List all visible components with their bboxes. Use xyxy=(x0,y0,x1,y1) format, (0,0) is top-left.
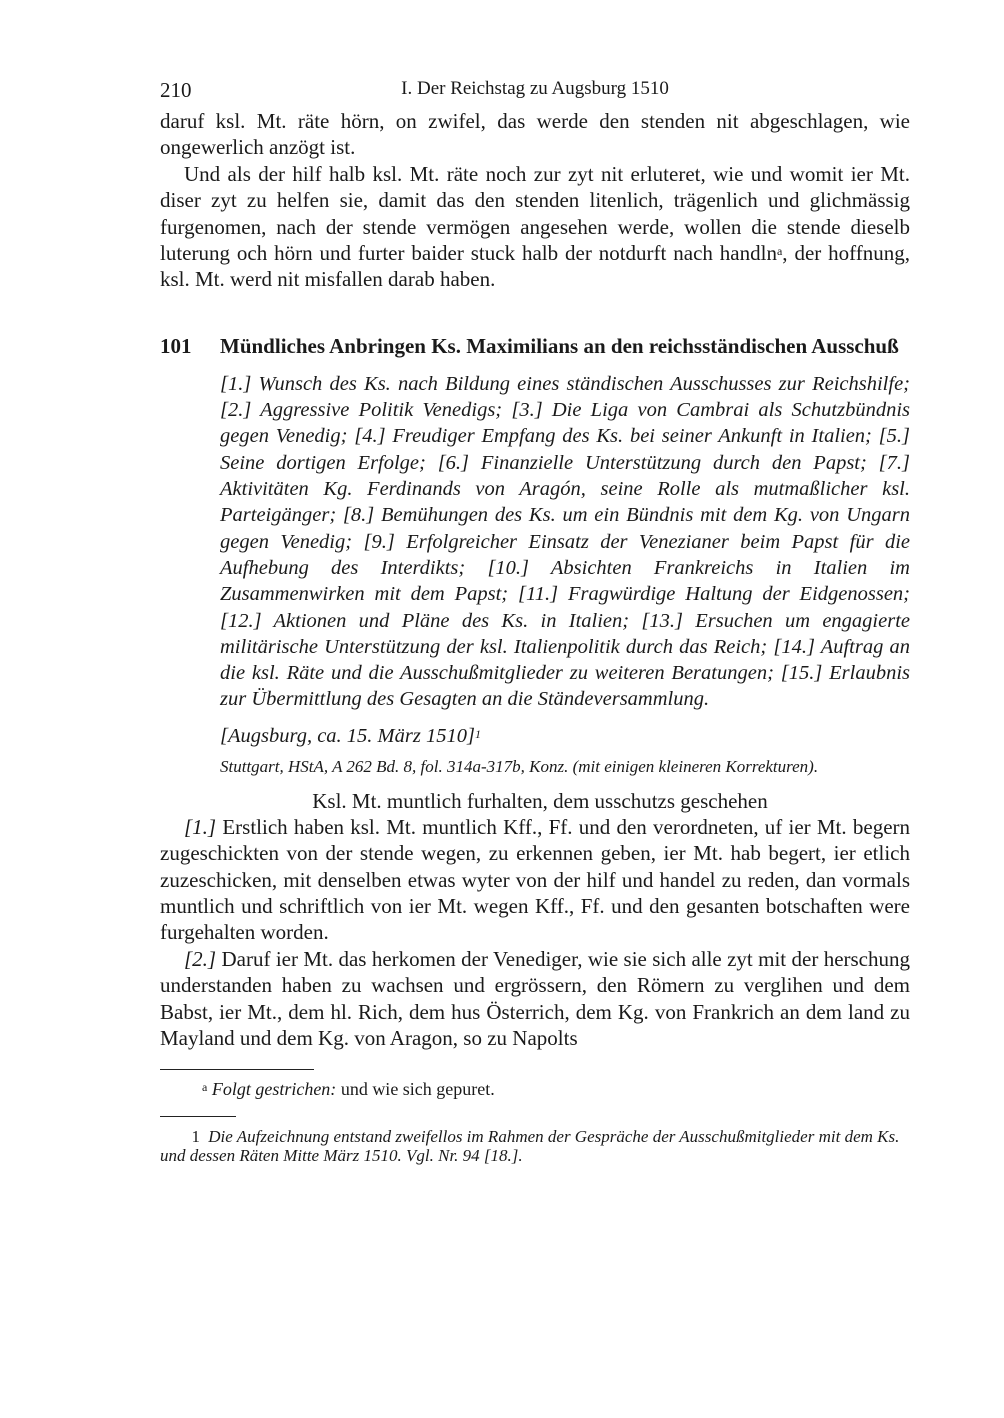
document-source: Stuttgart, HStA, A 262 Bd. 8, fol. 314a-317b, Konz. (mit einigen kleineren Korrekturen). xyxy=(220,756,819,776)
body-paragraph xyxy=(160,946,910,1052)
footnote-text: und wie sich gepuret. xyxy=(336,1079,495,1100)
document-summary: [1.] Wunsch des Ks. nach Bildung eines ständischen Ausschusses zur Reichshilfe; [2.] Aggressive Politik Venedigs; [3.] Die Liga von Cambrai als Schutzbündnis gegen Venedig; [4.] Freudiger Empfang des Ks. bei seiner Ankunft in Italien; [5.] Seine dortigen Erfolge; [6.] Finanzielle Unterstützung durch den Papst; [7.] Aktivitäten Kg. Ferdinands von Aragón, seine Rolle als mutmaßlicher ksl. Parteigänger; [8.] Bemühungen des Ks. um ein Bündnis mit dem Kg. von Ungarn gegen Venedig; [9.] Erfolgreicher Einsatz der Venezianer beim Papst für die Aufhebung des Interdikts; [10.] Absichten Frankreichs in Italien im Zusammenwirken mit dem Papst; [11.] Fragwürdige Haltung der Eidgenossen; [12.] Aktionen und Pläne des Ks. in Italien; [13.] Ersuchen um engagierte militärische Unterstützung der ksl. Italienpolitik durch das Reich; [14.] Auftrag an die ksl. Räte und die Ausschußmitglieder zu weiteren Beratungen; [15.] Erlaubnis zur Übermittlung des Gesagten an die Ständeversammlung. xyxy=(220,372,910,711)
paragraph-text: Erstlich haben ksl. Mt. muntlich Kff., Ff. und den verordneten, uf ier Mt. begern zugeschickten von der stende wegen, zu erkennen geben, ier Mt. hab begert, ier etlich zuzeschicken, mit denselben etwas wyter von der hilf und handel zu reden, dan vormals muntlich und schriftlich von ier Mt. wegen Kff., Ff. und den gesanten botschaften were furgehalten worden. xyxy=(160,814,911,945)
body-paragraph xyxy=(160,814,910,946)
footnote-mark: a xyxy=(202,1080,208,1095)
footnote-ref-a[interactable]: a xyxy=(776,244,783,259)
footnote-text: Die Aufzeichnung entstand zweifellos im Rahmen der Gespräche der Ausschußmitglieder mit dem Ks. und dessen Räten Mitte März 1510. Vgl. Nr. 94 [18.]. xyxy=(160,1127,900,1166)
document-header xyxy=(160,333,910,359)
paragraph-text: Und als der hilf halb ksl. Mt. räte noch zur zyt nit erluteret, wie und womit ier Mt. diser zyt zu helfen sie, damit das den stenden litenlich, trägenlich und glichmässig furgenomen, nach der stende vermögen angesehen werde, wollen die stende dieselb luterung och hörn und furter baider stuck halb der notdurft nach handln xyxy=(160,161,910,266)
footnote-label: Folgt gestrichen: xyxy=(211,1079,337,1100)
footnote-ref-1[interactable]: 1 xyxy=(474,726,481,741)
dating-text: [Augsburg, ca. 15. März 1510] xyxy=(220,724,475,747)
opening-paragraph-2 xyxy=(160,161,910,293)
footnote-divider xyxy=(160,1069,314,1070)
textual-footnote xyxy=(160,1078,910,1100)
footnote-mark: 1 xyxy=(191,1127,200,1147)
paragraph-text: , der hoffnung, ksl. Mt. werd nit misfallen darab haben. xyxy=(160,241,911,292)
paragraph-number: [1.] xyxy=(184,814,217,839)
running-head xyxy=(160,78,910,108)
document-heading: Ksl. Mt. muntlich furhalten, dem usschutzs geschehen xyxy=(312,788,768,813)
footnote-divider xyxy=(160,1116,236,1117)
document-title: Mündliches Anbringen Ks. Maximilians an den reichsständischen Ausschuß xyxy=(220,333,899,358)
page xyxy=(160,78,910,1165)
paragraph-number: [2.] xyxy=(184,946,217,971)
document-number: 101 xyxy=(160,333,192,358)
running-title: I. Der Reichstag zu Augsburg 1510 xyxy=(401,78,669,99)
opening-paragraph-1: daruf ksl. Mt. räte hörn, on zwifel, das werde den stenden nit abgeschlagen, wie ongewerlich anzögt ist. xyxy=(160,109,910,160)
commentary-footnote xyxy=(160,1127,910,1165)
document-dating xyxy=(220,723,910,749)
page-number: 210 xyxy=(160,78,192,102)
opening-text xyxy=(160,108,910,293)
paragraph-text: Daruf ier Mt. das herkomen der Venediger, wie sie sich alle zyt mit der herschung understanden haben zu wachsen und ergrössern, den Römern zu verglihen und dem Babst, ier Mt., dem hl. Rich, dem hus Österrich, dem Kg. von Frankrich an dem land zu Mayland und dem Kg. von Aragon, so zu Napolts xyxy=(160,946,910,1050)
